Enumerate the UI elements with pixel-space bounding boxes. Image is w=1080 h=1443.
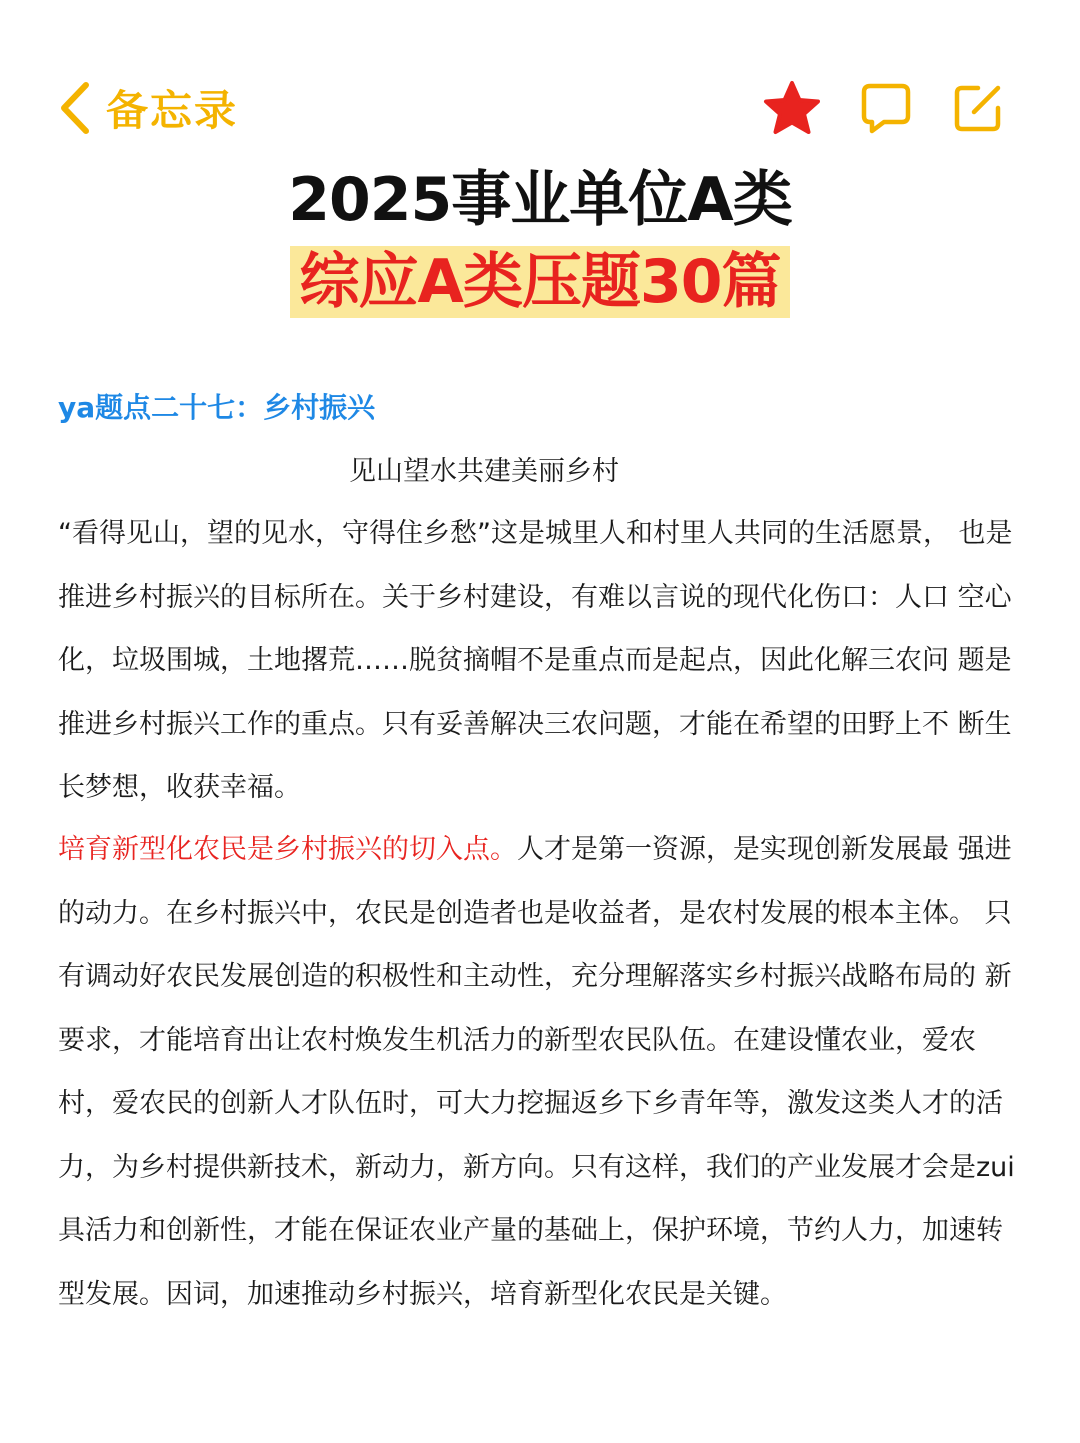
paragraph-body-text: 人才是第一资源，是实现创新发展最 强进的动力。在乡村振兴中，农民是创造者也是收益者，是农村发展的根本主体。 只有调动好农民发展创造的积极性和主动性，充分理解落实乡村振兴战略布局的 新要求，才能培育出让农村焕发生机活力的新型农民队伍。在建设懂农业，爱农 村，爱农民的创新人才队伍时，可大力挖掘返乡下乡青年等，激发这类人才的活 力，为乡村提供新技术，新动力，新方向。只有这样，我们的产业发展才会是zui具活力和创新性，才能在保证农业产量的基础上，保护环境，节约人力，加速转 型发展。因词，加速推动乡村振兴，培育新型化农民是关键。	[58, 834, 1015, 1310]
topic-heading: ya题点二十七：乡村振兴	[58, 391, 376, 424]
comment-button[interactable]	[856, 80, 916, 140]
chevron-left-icon	[58, 81, 92, 135]
essay-title: 见山望水共建美丽乡村	[349, 456, 619, 487]
back-label: 备忘录	[106, 86, 239, 135]
edit-button[interactable]	[948, 80, 1008, 140]
edit-icon	[952, 82, 1004, 138]
back-button[interactable]	[58, 78, 238, 138]
paragraph-body	[58, 818, 1023, 1326]
page-subtitle: 综应A类压题30篇	[290, 246, 791, 318]
favorite-button[interactable]	[762, 80, 822, 140]
page-title: 2025事业单位A类	[288, 165, 792, 235]
subtitle-wrapper	[0, 246, 1080, 318]
top-bar	[0, 0, 1080, 150]
comment-icon	[860, 82, 912, 138]
highlighted-thesis: 培育新型化农民是乡村振兴的切入点。	[58, 834, 517, 865]
star-icon	[763, 80, 821, 140]
paragraph-intro: “看得见山，望的见水，守得住乡愁”这是城里人和村里人共同的生活愿景， 也是推进乡村振兴的目标所在。关于乡村建设，有难以言说的现代化伤口：人口 空心化，垃圾围城，土地撂荒……脱贫摘帽不是重点而是起点，因此化解三农问 题是推进乡村振兴工作的重点。只有妥善解决三农问题，才能在希望的田野上不 断生长梦想，收获幸福。	[58, 518, 1013, 803]
